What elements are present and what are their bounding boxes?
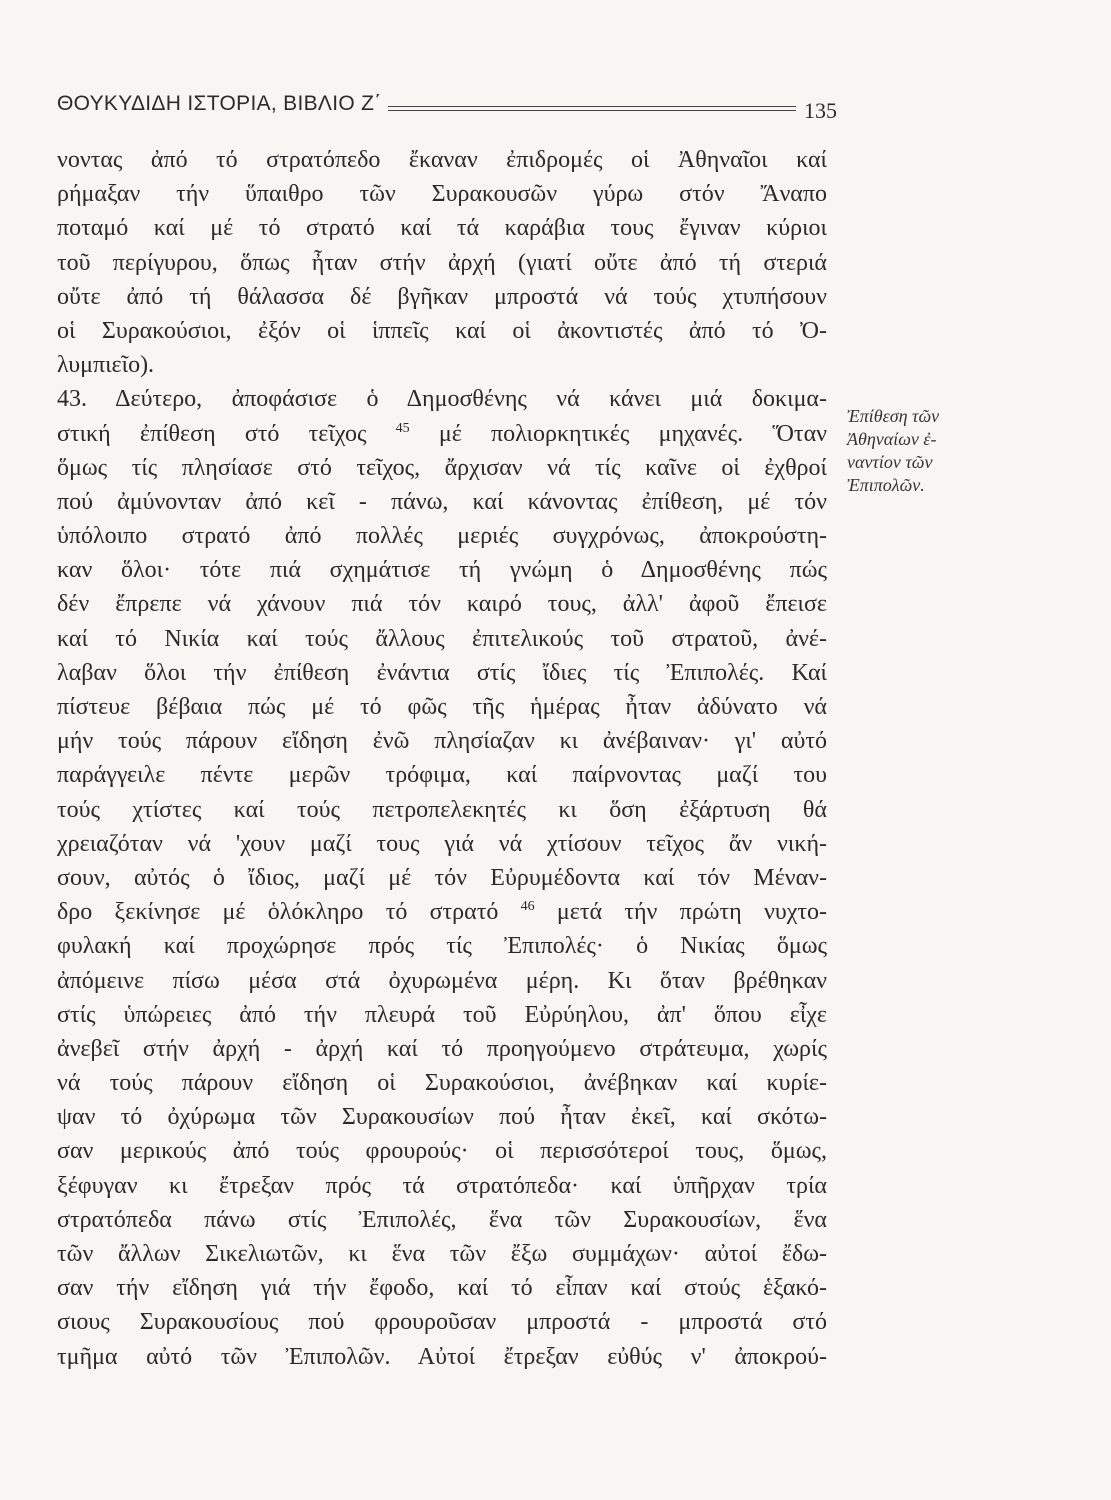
text-line: τμῆμα αὐτό τῶν Ἐπιπολῶν. Αὐτοί ἔτρεξαν εὐθύς ν' ἀποκρού- bbox=[57, 1343, 827, 1370]
text-line: παράγγειλε πέντε μερῶν τρόφιμα, καί παίρνοντας μαζί του bbox=[57, 762, 827, 789]
margin-note-line: Ἀθηναίων ἐ- bbox=[847, 429, 937, 449]
footnote-ref-45: 45 bbox=[395, 420, 410, 436]
text-line: μήν τούς πάρουν εἴδηση ἐνῶ πλησίαζαν κι ἀνέβαιναν· γι' αὐτό bbox=[57, 728, 827, 755]
text-line: ρήμαξαν τήν ὕπαιθρο τῶν Συρακουσῶν γύρω στόν Ἄναπο bbox=[57, 181, 827, 208]
text-line-with-footnote bbox=[57, 895, 827, 929]
header-double-rule bbox=[388, 106, 796, 111]
text-segment: στική ἐπίθεση στό τεῖχος bbox=[57, 420, 367, 447]
text-line-chapter-43: 43. Δεύτερο, ἀποφάσισε ὁ Δημοσθένης νά κάνει μιά δοκιμα- bbox=[57, 386, 827, 413]
margin-note-line: ναντίον τῶν bbox=[847, 452, 933, 472]
text-line: στίς ὑπώρειες ἀπό τήν πλευρά τοῦ Εὐρύηλου, ἀπ' ὅπου εἶχε bbox=[57, 1001, 827, 1028]
text-line: σαν τήν εἴδηση γιά τήν ἔφοδο, καί τό εἶπαν καί στούς ἑξακό- bbox=[57, 1275, 827, 1302]
text-line: χρειαζόταν νά 'χουν μαζί τους γιά νά χτίσουν τεῖχος ἄν νική- bbox=[57, 830, 827, 857]
margin-note-line: Ἐπιπολῶν. bbox=[847, 475, 925, 495]
text-line: τῶν ἄλλων Σικελιωτῶν, κι ἕνα τῶν ἔξω συμμάχων· αὐτοί ἔδω- bbox=[57, 1241, 827, 1267]
text-line: νοντας ἀπό τό στρατόπεδο ἔκαναν ἐπιδρομές οἱ Ἀθηναῖοι καί bbox=[57, 147, 827, 173]
text-line: ὑπόλοιπο στρατό ἀπό πολλές μεριές συγχρόνως, ἀποκρούστη- bbox=[57, 523, 827, 550]
text-line: τούς χτίστες καί τούς πετροπελεκητές κι ὅση ἐξάρτυση θά bbox=[57, 796, 827, 823]
text-line-with-footnote bbox=[57, 417, 827, 451]
footnote-ref-46: 46 bbox=[520, 899, 535, 915]
text-line: οἱ Συρακούσιοι, ἐξόν οἱ ἱππεῖς καί οἱ ἀκοντιστές ἀπό τό Ὀ- bbox=[57, 317, 827, 344]
text-line: ἀπόμεινε πίσω μέσα στά ὀχυρωμένα μέρη. Κι ὅταν βρέθηκαν bbox=[57, 967, 827, 994]
text-line: σιους Συρακουσίους πού φρουροῦσαν μπροστά - μπροστά στό bbox=[57, 1309, 827, 1336]
text-line: τοῦ περίγυρου, ὅπως ἦταν στήν ἀρχή (γιατί οὔτε ἀπό τή στεριά bbox=[57, 249, 827, 276]
text-line: σαν μερικούς ἀπό τούς φρουρούς· οἱ περισσότεροί τους, ὅμως, bbox=[57, 1138, 827, 1165]
text-line: ξέφυγαν κι ἔτρεξαν πρός τά στρατόπεδα· καί ὑπῆρχαν τρία bbox=[57, 1172, 827, 1199]
text-line: καν ὅλοι· τότε πιά σχημάτισε τή γνώμη ὁ Δημοσθένης πώς bbox=[57, 557, 827, 584]
text-segment: μετά τήν πρώτη νυχτο- bbox=[556, 899, 827, 926]
page-number: 135 bbox=[804, 98, 837, 123]
margin-note-line: Ἐπίθεση τῶν bbox=[847, 406, 940, 426]
text-line: στρατόπεδα πάνω στίς Ἐπιπολές, ἕνα τῶν Συρακουσίων, ἕνα bbox=[57, 1206, 827, 1233]
text-line: λυμπιεῖο). bbox=[57, 352, 155, 379]
text-line: σουν, αὐτός ὁ ἴδιος, μαζί μέ τόν Εὐρυμέδοντα καί τόν Μέναν- bbox=[57, 864, 827, 891]
body-text bbox=[57, 143, 827, 1374]
text-line: ψαν τό ὀχύρωμα τῶν Συρακουσίων πού ἦταν ἐκεῖ, καί σκότω- bbox=[57, 1104, 827, 1131]
text-segment: δρο ξεκίνησε μέ ὁλόκληρο τό στρατό bbox=[57, 899, 499, 926]
running-title: ΘΟΥΚΥΔΙΔΗ ΙΣΤΟΡΙΑ, ΒΙΒΛΙΟ Ζ΄ bbox=[57, 92, 382, 115]
text-line: φυλακή καί προχώρησε πρός τίς Ἐπιπολές· ὁ Νικίας ὅμως bbox=[57, 933, 827, 960]
text-line: πίστευε βέβαια πώς μέ τό φῶς τῆς ἡμέρας ἦταν ἀδύνατο νά bbox=[57, 694, 827, 720]
text-line: ἀνεβεῖ στήν ἀρχή - ἀρχή καί τό προηγούμενο στράτευμα, χωρίς bbox=[57, 1035, 827, 1062]
text-line: οὔτε ἀπό τή θάλασσα δέ βγῆκαν μπροστά νά τούς χτυπήσουν bbox=[57, 283, 827, 310]
text-segment: μέ πολιορκητικές μηχανές. Ὅταν bbox=[438, 420, 827, 447]
text-line: ποταμό καί μέ τό στρατό καί τά καράβια τους ἔγιναν κύριοι bbox=[57, 215, 827, 242]
text-line: πού ἀμύνονταν ἀπό κεῖ - πάνω, καί κάνοντας ἐπίθεση, μέ τόν bbox=[57, 488, 827, 515]
text-line: ὅμως τίς πλησίασε στό τεῖχος, ἄρχισαν νά τίς καῖνε οἱ ἐχθροί bbox=[57, 454, 827, 481]
margin-note bbox=[847, 405, 1047, 497]
running-head bbox=[57, 86, 837, 122]
text-line: λαβαν ὅλοι τήν ἐπίθεση ἐνάντια στίς ἴδιες τίς Ἐπιπολές. Καί bbox=[57, 659, 827, 686]
text-line: δέν ἔπρεπε νά χάνουν πιά τόν καιρό τους, ἀλλ' ἀφοῦ ἔπεισε bbox=[57, 591, 827, 618]
text-line: νά τούς πάρουν εἴδηση οἱ Συρακούσιοι, ἀνέβηκαν καί κυρίε- bbox=[57, 1070, 827, 1097]
text-line: καί τό Νικία καί τούς ἄλλους ἐπιτελικούς τοῦ στρατοῦ, ἀνέ- bbox=[57, 625, 827, 652]
